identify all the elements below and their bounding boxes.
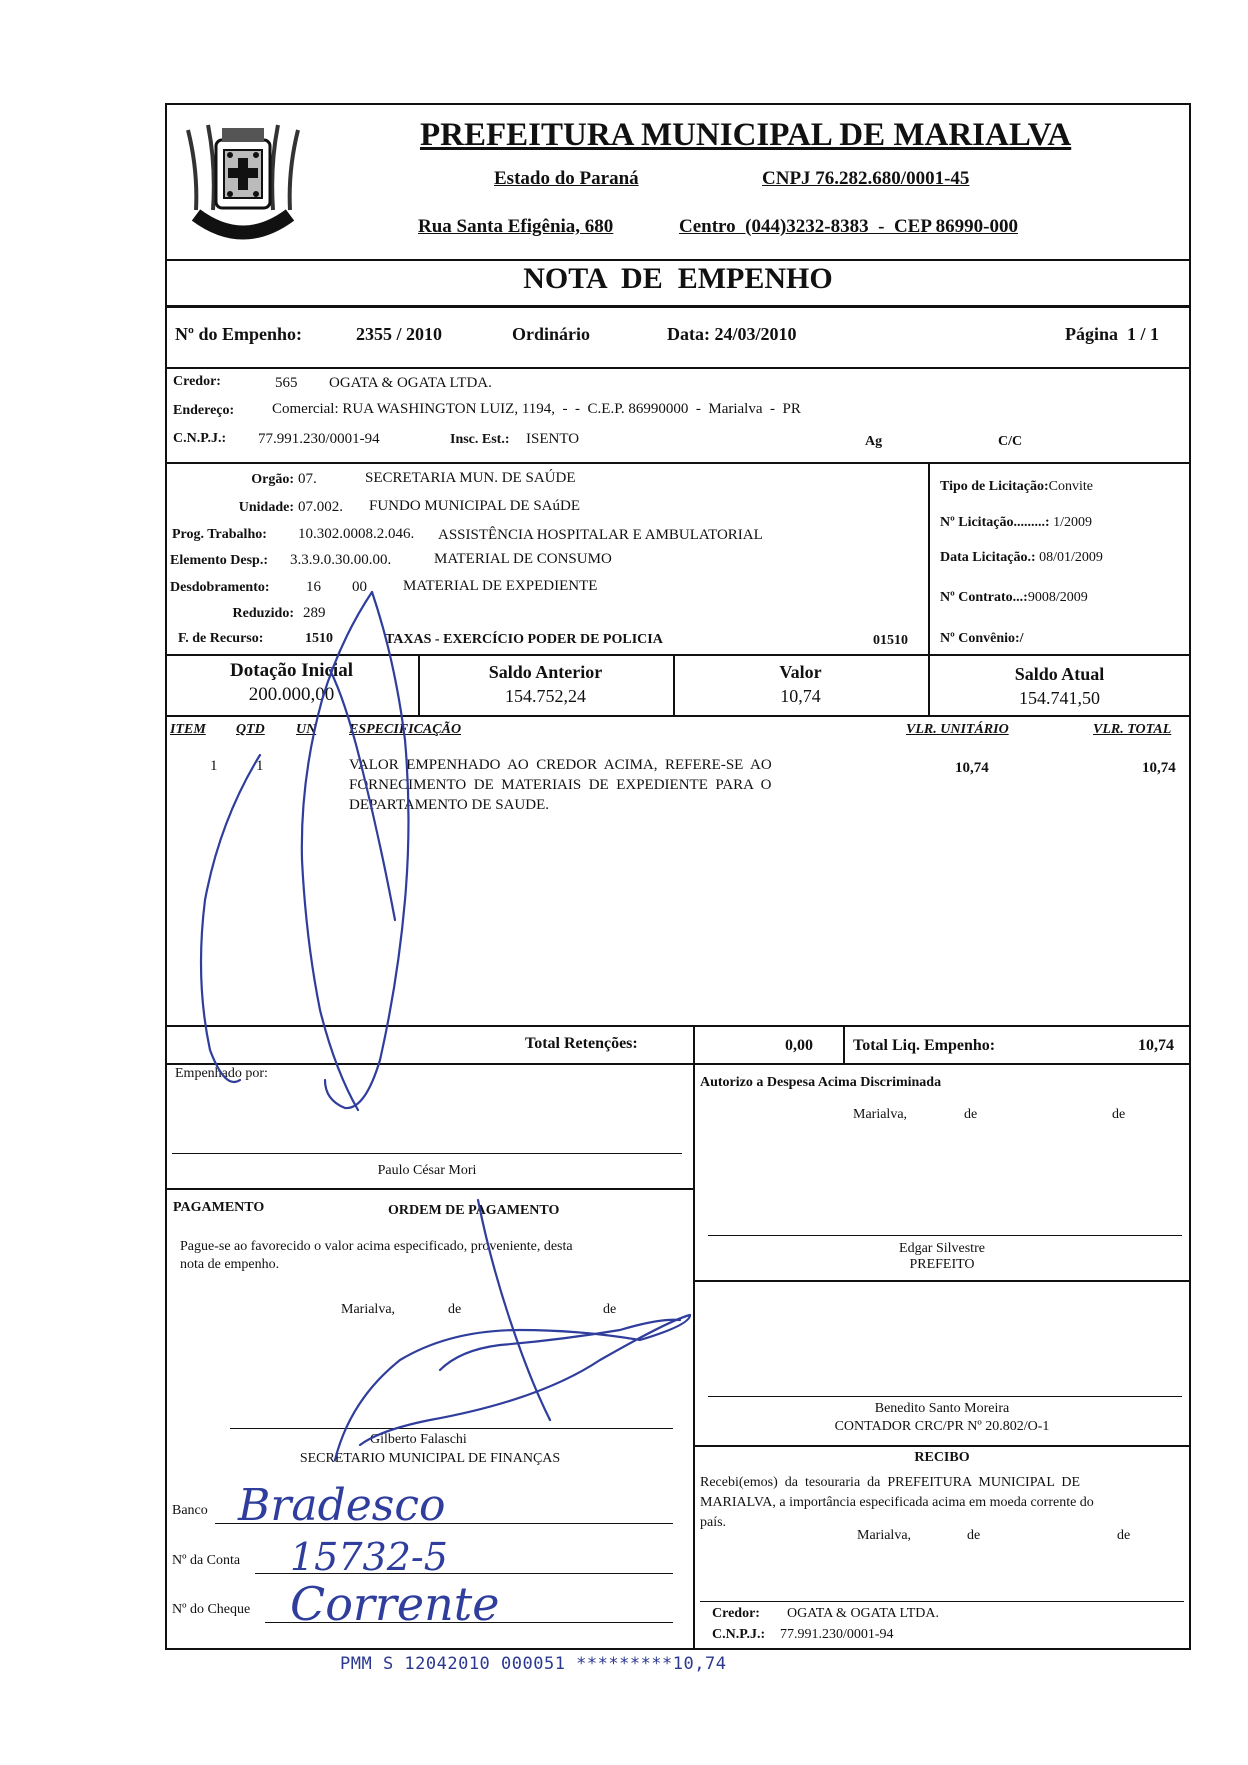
- contrato-value: 9008/2009: [1027, 590, 1088, 605]
- prog-label: Prog. Trabalho:: [172, 527, 267, 542]
- col-un-header: UN: [296, 722, 317, 737]
- secretario-role: SECRETARIO MUNICIPAL DE FINANÇAS: [299, 1451, 561, 1466]
- header-address: Rua Santa Efigênia, 680: [418, 216, 614, 237]
- credor-label: Credor:: [173, 374, 221, 389]
- empenho-number: 2355 / 2010: [356, 324, 443, 344]
- pagamento-de1: de: [448, 1302, 462, 1317]
- reduzido-code: 289: [303, 605, 326, 621]
- pagamento-place: Marialva,: [341, 1302, 396, 1317]
- saldo-atual-label: Saldo Atual: [1014, 664, 1105, 684]
- recibo-label: RECIBO: [914, 1450, 970, 1465]
- row-espec-2: FORNECIMENTO DE MATERIAIS DE EXPEDIENTE PARA O: [349, 777, 772, 793]
- desdobramento-name: MATERIAL DE EXPEDIENTE: [403, 578, 598, 594]
- recurso-name: TAXAS - EXERCÍCIO PODER DE POLICIA: [385, 632, 663, 647]
- convenio-label: Nº Convênio:/: [940, 631, 1024, 646]
- desdobramento-sub: 00: [352, 579, 367, 595]
- prefeito-role: PREFEITO: [909, 1257, 975, 1272]
- desdobramento-code: 16: [306, 579, 321, 595]
- col-unit-header: VLR. UNITÁRIO: [906, 722, 1009, 737]
- col-total-header: VLR. TOTAL: [1093, 722, 1172, 737]
- credor-insc: ISENTO: [526, 431, 580, 447]
- recibo-text-1: Recebi(emos) da tesouraria da PREFEITURA MUNICIPAL DE: [700, 1475, 1081, 1490]
- autorizo-de1: de: [964, 1107, 978, 1122]
- conta-handwritten: 15732-5: [290, 1535, 448, 1579]
- empenho-type: Ordinário: [512, 324, 591, 344]
- autorizo-label: Autorizo a Despesa Acima Discriminada: [700, 1075, 942, 1090]
- num-licitacao-label: Nº Licitação.........:: [940, 515, 1050, 530]
- cnpj-label: C.N.P.J.:: [173, 431, 227, 446]
- autorizo-de2: de: [1112, 1107, 1126, 1122]
- elemento-code: 3.3.9.0.30.00.00.: [290, 552, 392, 568]
- credor-name: OGATA & OGATA LTDA.: [329, 375, 492, 391]
- col-qtd-header: QTD: [236, 722, 265, 737]
- unidade-label: Unidade:: [238, 500, 294, 515]
- recibo-credor-name: OGATA & OGATA LTDA.: [787, 1606, 940, 1621]
- retencoes-label: Total Retenções:: [525, 1035, 638, 1052]
- recibo-cnpj-label: C.N.P.J.:: [712, 1627, 766, 1642]
- dotacao-inicial-label: Dotação Inicial: [230, 660, 353, 681]
- prog-code: 10.302.0008.2.046.: [298, 526, 415, 542]
- row-unit-value: 10,74: [955, 760, 989, 776]
- pagamento-label: PAGAMENTO: [173, 1200, 265, 1215]
- recibo-cnpj-value: 77.991.230/0001-94: [780, 1627, 894, 1642]
- data-licitacao-label: Data Licitação.:: [940, 550, 1036, 565]
- empenho-label: Nº do Empenho:: [175, 324, 302, 344]
- retencoes-value: 0,00: [785, 1037, 813, 1054]
- empenho-date: Data: 24/03/2010: [667, 324, 797, 344]
- cheque-handwritten: Corrente: [290, 1577, 500, 1631]
- recibo-place: Marialva,: [857, 1528, 912, 1543]
- bank-stamp: PMM S 12042010 000051 *********10,74: [340, 1654, 727, 1674]
- recibo-text-2: MARIALVA, a importância especificada acima em moeda corrente do: [700, 1495, 1094, 1510]
- row-espec-1: VALOR EMPENHADO AO CREDOR ACIMA, REFERE-SE AO: [349, 757, 772, 773]
- header-cnpj: CNPJ 76.282.680/0001-45: [762, 168, 970, 189]
- contrato-label: Nº Contrato...:: [940, 590, 1028, 605]
- credor-code: 565: [275, 375, 298, 391]
- cc-label: C/C: [998, 434, 1023, 449]
- prog-name: ASSISTÊNCIA HOSPITALAR E AMBULATORIAL: [438, 527, 763, 543]
- doc-title: NOTA DE EMPENHO: [523, 262, 833, 295]
- unidade-name: FUNDO MUNICIPAL DE SAúDE: [369, 498, 580, 514]
- empenhado-name: Paulo César Mori: [377, 1163, 477, 1178]
- address-label: Endereço:: [173, 403, 235, 418]
- conta-label: Nº da Conta: [172, 1553, 241, 1568]
- reduzido-label: Reduzido:: [232, 606, 294, 621]
- page-indicator: Página 1 / 1: [1065, 324, 1160, 344]
- header-contact: Centro (044)3232-8383 - CEP 86990-000: [679, 216, 1018, 237]
- banco-label: Banco: [172, 1503, 208, 1518]
- contador-role: CONTADOR CRC/PR Nº 20.802/O-1: [834, 1419, 1050, 1434]
- saldo-atual-value: 154.741,50: [1019, 688, 1100, 708]
- recurso-label: F. de Recurso:: [178, 631, 264, 646]
- desdobramento-label: Desdobramento:: [170, 580, 270, 595]
- orgao-label: Orgão:: [251, 472, 294, 487]
- recibo-text-3: país.: [700, 1515, 727, 1530]
- elemento-label: Elemento Desp.:: [170, 553, 268, 568]
- pagamento-de2: de: [603, 1302, 617, 1317]
- num-licitacao-value: 1/2009: [1053, 515, 1092, 530]
- col-espec-header: ESPECIFICAÇÃO: [349, 722, 462, 737]
- elemento-name: MATERIAL DE CONSUMO: [434, 551, 612, 567]
- autorizo-place: Marialva,: [853, 1107, 908, 1122]
- valor-value: 10,74: [780, 686, 821, 706]
- orgao-name: SECRETARIA MUN. DE SAÚDE: [365, 470, 576, 486]
- credor-address: Comercial: RUA WASHINGTON LUIZ, 1194, - - C.E.P. 86990000 - Marialva - PR: [272, 401, 801, 417]
- insc-label: Insc. Est.:: [450, 432, 510, 447]
- ag-label: Ag: [865, 434, 883, 449]
- recibo-de1: de: [967, 1528, 981, 1543]
- liq-empenho-label: Total Liq. Empenho:: [853, 1037, 996, 1054]
- saldo-anterior-value: 154.752,24: [505, 686, 586, 706]
- row-espec-3: DEPARTAMENTO DE SAUDE.: [349, 797, 549, 813]
- recurso-code2: 01510: [873, 633, 908, 648]
- unidade-code: 07.002.: [298, 499, 343, 515]
- row-item: 1: [210, 758, 218, 774]
- pagamento-text-2: nota de empenho.: [180, 1257, 280, 1272]
- valor-label: Valor: [779, 662, 822, 682]
- dotacao-inicial-value: 200.000,00: [248, 684, 335, 705]
- contador-name: Benedito Santo Moreira: [874, 1401, 1010, 1416]
- data-licitacao-value: 08/01/2009: [1039, 550, 1103, 565]
- ordem-pagamento-label: ORDEM DE PAGAMENTO: [388, 1203, 560, 1218]
- saldo-anterior-label: Saldo Anterior: [488, 662, 603, 682]
- recibo-credor-label: Credor:: [712, 1606, 760, 1621]
- pagamento-text-1: Pague-se ao favorecido o valor acima especificado, proveniente, desta: [180, 1239, 573, 1254]
- secretario-name: Gilberto Falaschi: [370, 1432, 467, 1447]
- row-qtd: 1: [256, 758, 264, 774]
- col-item-header: ITEM: [170, 722, 206, 737]
- orgao-code: 07.: [298, 471, 317, 487]
- header-state: Estado do Paraná: [494, 168, 639, 189]
- prefeito-name: Edgar Silvestre: [899, 1241, 985, 1256]
- credor-cnpj: 77.991.230/0001-94: [258, 431, 380, 447]
- cheque-label: Nº do Cheque: [172, 1602, 251, 1617]
- liq-empenho-value: 10,74: [1138, 1037, 1174, 1054]
- tipo-licitacao-value: Convite: [1048, 479, 1093, 494]
- banco-handwritten: Bradesco: [238, 1480, 446, 1531]
- tipo-licitacao-label: Tipo de Licitação:: [940, 479, 1049, 494]
- row-total-value: 10,74: [1142, 760, 1176, 776]
- empenhado-label: Empenhado por:: [175, 1066, 268, 1081]
- recurso-code: 1510: [305, 631, 333, 646]
- header-title: PREFEITURA MUNICIPAL DE MARIALVA: [420, 117, 1072, 153]
- recibo-de2: de: [1117, 1528, 1131, 1543]
